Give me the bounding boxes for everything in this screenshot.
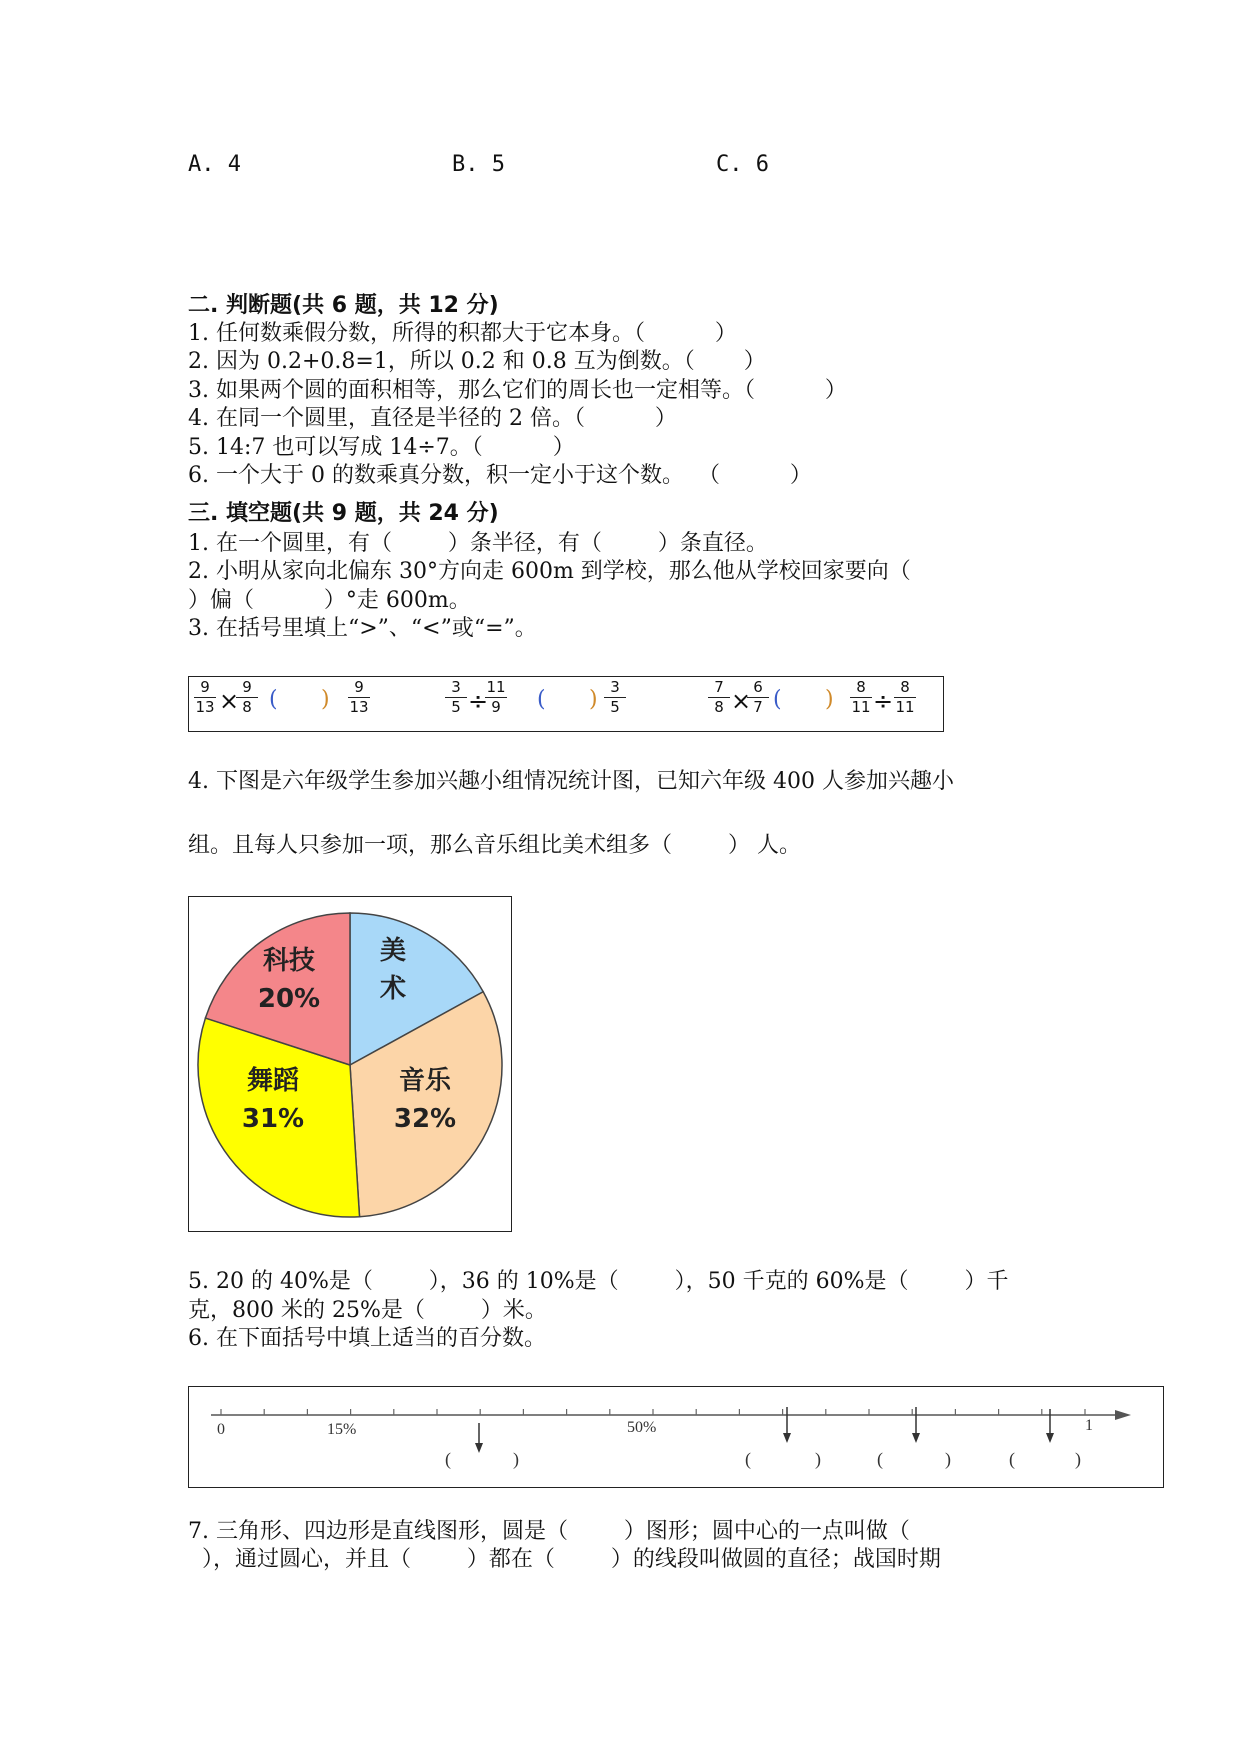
tick-label-15: 15% bbox=[327, 1421, 357, 1438]
fraction-1b: 9 8 bbox=[233, 679, 261, 716]
paren-right: ) bbox=[321, 687, 330, 712]
fill-q7-line1: 7. 三角形、四边形是直线图形，圆是（ ）图形；圆中心的一点叫做（ bbox=[188, 1519, 910, 1544]
answer-paren-right: ) bbox=[1075, 1449, 1081, 1469]
judge-item-1: 1. 任何数乘假分数，所得的积都大于它本身。（ ） bbox=[188, 321, 737, 346]
judge-item-5: 5. 14:7 也可以写成 14÷7。（ ） bbox=[188, 435, 575, 460]
fraction-3b: 6 7 bbox=[744, 679, 772, 716]
judge-item-2: 2. 因为 0.2+0.8=1，所以 0.2 和 0.8 互为倒数。（ ） bbox=[188, 349, 766, 374]
number-line-box bbox=[188, 1386, 1164, 1488]
multiply-sign: × bbox=[731, 687, 752, 715]
answer-paren-right: ) bbox=[513, 1449, 519, 1469]
fraction-1c: 9 13 bbox=[349, 678, 369, 716]
fraction-3c: 8 11 bbox=[851, 678, 871, 716]
pie-label-music-pct: 32% bbox=[393, 1104, 457, 1134]
paren-left: ( bbox=[537, 687, 546, 712]
pie-label-tech-pct: 20% bbox=[257, 984, 321, 1014]
pie-label-music-name: 音乐 bbox=[398, 1066, 452, 1096]
fill-q4-line1: 4. 下图是六年级学生参加兴趣小组情况统计图，已知六年级 400 人参加兴趣小 bbox=[188, 769, 954, 794]
tick-label-0: 0 bbox=[217, 1421, 225, 1438]
paren-left: ( bbox=[269, 687, 278, 712]
section-2-title: 二. 判断题(共 6 题，共 12 分) bbox=[188, 293, 499, 318]
fill-q1: 1. 在一个圆里，有（ ）条半径，有（ ）条直径。 bbox=[188, 531, 768, 556]
fill-q3: 3. 在括号里填上“>”、“<”或“=”。 bbox=[188, 616, 537, 641]
comparison-box bbox=[188, 676, 944, 732]
pie-label-art: 美 bbox=[379, 936, 407, 966]
answer-paren-left: ( bbox=[1009, 1449, 1015, 1469]
pie-chart bbox=[189, 897, 511, 1231]
tick-label-50: 50% bbox=[627, 1419, 657, 1436]
option-b: B. 5 bbox=[452, 152, 505, 177]
pie-label-tech-name: 科技 bbox=[262, 946, 316, 976]
divide-sign: ÷ bbox=[873, 687, 894, 715]
multiply-sign: × bbox=[219, 687, 240, 715]
pie-label-dance-pct: 31% bbox=[241, 1104, 305, 1134]
paren-left: ( bbox=[773, 687, 782, 712]
option-a: A. 4 bbox=[188, 152, 241, 177]
judge-item-6: 6. 一个大于 0 的数乘真分数，积一定小于这个数。 （ ） bbox=[188, 463, 812, 488]
fraction-3a: 7 8 bbox=[705, 679, 733, 716]
arrow-head-icon bbox=[1115, 1410, 1131, 1420]
down-arrow-icon bbox=[1046, 1409, 1054, 1443]
answer-paren-right: ) bbox=[815, 1449, 821, 1469]
fraction-1a: 9 13 bbox=[195, 678, 215, 716]
pie-label-art-2: 术 bbox=[379, 974, 407, 1004]
paren-right: ) bbox=[825, 687, 834, 712]
paren-right: ) bbox=[589, 687, 598, 712]
pie-chart-box bbox=[188, 896, 512, 1232]
fill-q4-line2: 组。且每人只参加一项，那么音乐组比美术组多（ ） 人。 bbox=[188, 833, 801, 858]
judge-item-3: 3. 如果两个圆的面积相等，那么它们的周长也一定相等。（ ） bbox=[188, 378, 847, 403]
down-arrow-icon bbox=[912, 1407, 920, 1443]
fill-q5-line2: 克，800 米的 25%是（ ）米。 bbox=[188, 1298, 547, 1323]
answer-paren-left: ( bbox=[877, 1449, 883, 1469]
down-arrow-icon bbox=[783, 1407, 791, 1443]
fraction-2c: 3 5 bbox=[601, 679, 629, 716]
answer-paren-left: ( bbox=[745, 1449, 751, 1469]
fill-q7-line2: ），通过圆心，并且（ ）都在（ ）的线段叫做圆的直径；战国时期 bbox=[188, 1547, 941, 1572]
answer-paren-right: ) bbox=[945, 1449, 951, 1469]
pie-label-dance-name: 舞蹈 bbox=[246, 1066, 300, 1096]
section-3-title: 三. 填空题(共 9 题，共 24 分) bbox=[188, 501, 499, 526]
fill-q5-line1: 5. 20 的 40%是（ ），36 的 10%是（ ），50 千克的 60%是（ ）千 bbox=[188, 1269, 1009, 1294]
fill-q6: 6. 在下面括号中填上适当的百分数。 bbox=[188, 1326, 546, 1351]
answer-paren-left: ( bbox=[445, 1449, 451, 1469]
fill-q2-line2: ）偏（ ）°走 600m。 bbox=[188, 588, 471, 613]
judge-item-4: 4. 在同一个圆里，直径是半径的 2 倍。（ ） bbox=[188, 406, 677, 431]
option-c: C. 6 bbox=[716, 152, 769, 177]
divide-sign: ÷ bbox=[468, 687, 489, 715]
down-arrow-icon bbox=[475, 1423, 483, 1453]
fraction-2b: 11 9 bbox=[486, 678, 506, 716]
fill-q2-line1: 2. 小明从家向北偏东 30°方向走 600m 到学校，那么他从学校回家要向（ bbox=[188, 559, 911, 584]
fraction-3d: 8 11 bbox=[895, 678, 915, 716]
fraction-2a: 3 5 bbox=[442, 679, 470, 716]
tick-label-1: 1 bbox=[1085, 1417, 1093, 1434]
